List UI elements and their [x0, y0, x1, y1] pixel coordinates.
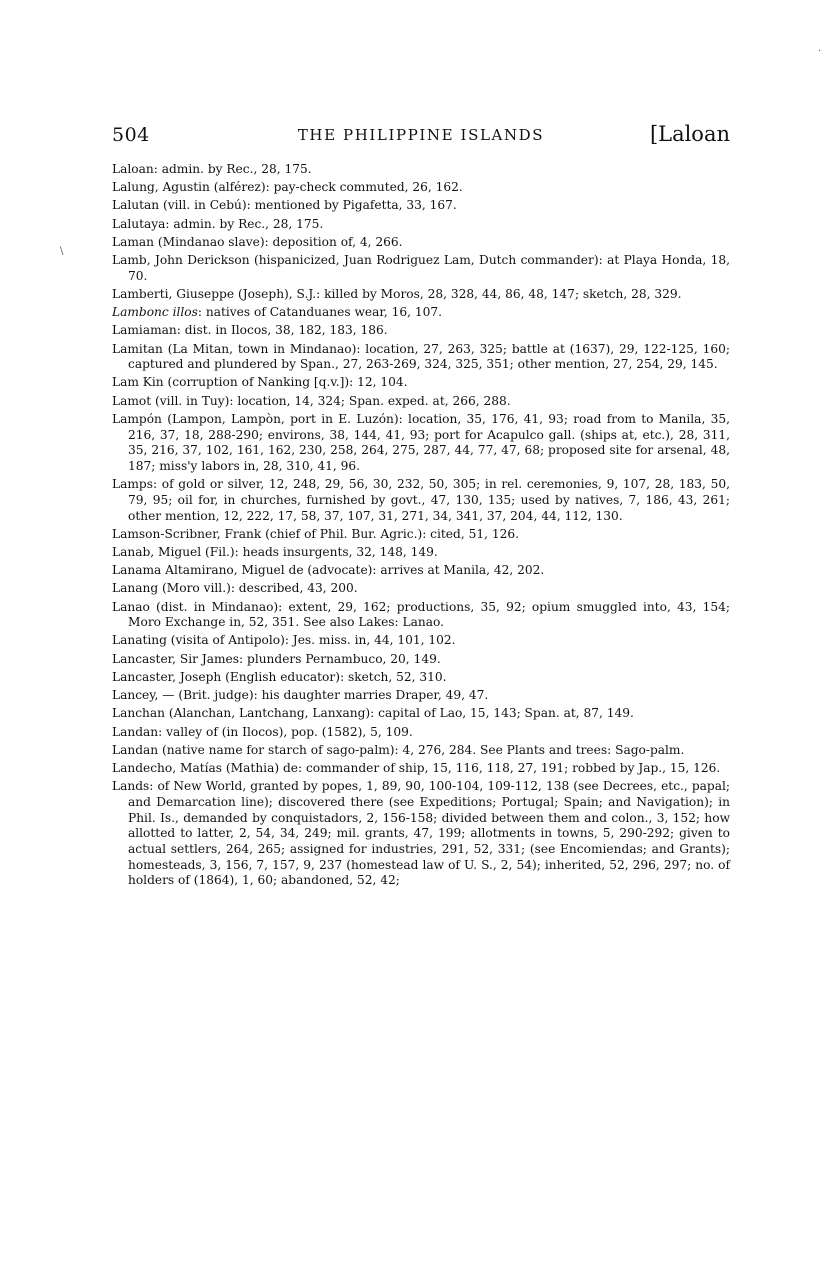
entry-headword: Lanama Altamirano, Miguel de	[112, 563, 304, 578]
entry-headword: Lambonc illos	[112, 305, 198, 320]
index-entry	[112, 652, 730, 668]
index-entry	[112, 545, 730, 561]
running-title: THE PHILIPPINE ISLANDS	[297, 126, 545, 144]
entry-text: (Joseph), S.J.: killed by Moros, 28, 328, 44, 86, 48, 147; sketch, 28, 329.	[234, 286, 682, 301]
entry-text: (English educator): sketch, 52, 310.	[221, 669, 447, 684]
entry-text: (Moro vill.): described, 43, 200.	[158, 581, 358, 596]
entry-headword: Lanang	[112, 581, 159, 596]
entry-text: : natives of Catanduanes wear, 16, 107.	[197, 305, 442, 320]
entry-headword: Lanab, Miguel	[112, 544, 202, 559]
page-number: 504	[112, 124, 150, 146]
entry-text: (La Mitan, town in Mindanao): location, 27, 263, 325; battle at (1637), 29, 122-125, 160; captured and plundered by Span., 27, 263-269, 324, 325, 351; other mention, 27, 254, 29, 145.	[128, 341, 730, 372]
index-entry	[112, 670, 730, 686]
entry-text: (vill. in Cebú): mentioned by Pigafetta, 33, 167.	[159, 198, 457, 213]
index-entry	[112, 253, 730, 284]
entry-text: : dist. in Ilocos, 38, 182, 183, 186.	[176, 323, 388, 338]
margin-speck: \	[60, 246, 64, 257]
guide-word: [Laloan	[649, 122, 730, 146]
index-entry	[112, 217, 730, 233]
entry-text: (corruption of Nanking [q.v.]): 12, 104.	[163, 375, 408, 390]
index-entry	[112, 633, 730, 649]
margin-speck: ·	[818, 46, 822, 57]
entry-headword: Lanao	[112, 599, 150, 614]
page-header	[112, 122, 730, 152]
index-entry	[112, 706, 730, 722]
entry-headword: Landan	[112, 742, 159, 757]
entry-headword: Lancaster, Sir James	[112, 651, 240, 666]
index-entry	[112, 342, 730, 373]
entry-text: (Brit. judge): his daughter marries Draper, 49, 47.	[174, 688, 489, 703]
entry-text: : admin. by Rec., 28, 175.	[165, 216, 324, 231]
entry-text: (advocate): arrives at Manila, 42, 202.	[303, 563, 545, 578]
index-entry	[112, 600, 730, 631]
index-entry	[112, 688, 730, 704]
index-entry	[112, 563, 730, 579]
entry-text: : valley of (in Ilocos), pop. (1582), 5, 109.	[158, 724, 413, 739]
entry-text: (visita of Antipolo): Jes. miss. in, 44, 101, 102.	[166, 633, 456, 648]
index-entry	[112, 527, 730, 543]
entry-headword: Lamitan	[112, 341, 163, 356]
entry-headword: Lamot	[112, 393, 152, 408]
entry-headword: Lamb, John Derickson	[112, 253, 250, 268]
index-entry	[112, 375, 730, 391]
entry-text: (native name for starch of sago-palm): 4, 276, 284. See Plants and trees: Sago-palm.	[158, 742, 685, 757]
index-entry	[112, 305, 730, 321]
entry-headword: Lam Kin	[112, 375, 164, 390]
entry-headword: Lanchan	[112, 706, 165, 721]
index-entry	[112, 581, 730, 597]
index-entry	[112, 198, 730, 214]
entry-text: : of New World, granted by popes, 1, 89, 90, 100-104, 109-112, 138 (see Decrees, etc., papal; and Demarcation line); discovered there (see Expeditions; Portugal; Spain; and Navigation); in Phil. Is., demanded by conquistadors, 2, 156-158; divided between them and colon., 3, 152; how allotted to latter, 2, 54, 34, 249; mil. grants, 47, 199; allotments in towns, 5, 290-292; given to actual settlers, 264, 265; assigned for industries, 291, 52, 331; (see Encomiendas; and Grants); homesteads, 3, 156, 7, 157, 9, 237 (homestead law of U. S., 2, 54); inherited, 52, 296, 297; no. of holders of (1864), 1, 60; abandoned, 52, 42;	[128, 779, 730, 888]
entry-headword: Landan	[112, 724, 159, 739]
entry-headword: Lalung, Agustin	[112, 180, 210, 195]
index-entry	[112, 477, 730, 524]
entry-headword: Laman	[112, 234, 155, 249]
entry-text: (chief of Phil. Bur. Agric.): cited, 51, 126.	[261, 526, 519, 541]
entry-headword: Laloan	[112, 162, 154, 176]
entry-headword: Lanating	[112, 633, 167, 648]
index-entry	[112, 287, 730, 303]
index-entries	[112, 162, 730, 892]
entry-text: (hispanicized, Juan Rodriguez Lam, Dutch commander): at Playa Honda, 18, 70.	[128, 253, 730, 283]
entry-text: (Mindanao slave): deposition of, 4, 266.	[154, 234, 403, 249]
entry-text: (dist. in Mindanao): extent, 29, 162; productions, 35, 92; opium smuggled into, 43, 154; Moro Exchange in, 52, 351. See also Lakes: Lanao.	[128, 599, 730, 630]
index-entry	[112, 743, 730, 759]
entry-headword: Landecho, Matías	[112, 760, 223, 775]
entry-text: (Mathia) de: commander of ship, 15, 116, 118, 27, 191; robbed by Jap., 15, 126.	[222, 760, 721, 775]
entry-text: (alférez): pay-check commuted, 26, 162.	[209, 180, 463, 195]
index-entry	[112, 235, 730, 251]
entry-headword: Lamson-Scribner, Frank	[112, 526, 262, 541]
index-entry	[112, 394, 730, 410]
entry-headword: Lamps	[112, 477, 153, 492]
entry-headword: Lalutan	[112, 198, 160, 213]
entry-headword: Lampón	[112, 411, 162, 426]
index-entry	[112, 162, 730, 178]
entry-text: (Alanchan, Lantchang, Lanxang): capital of Lao, 15, 143; Span. at, 87, 149.	[165, 706, 634, 721]
index-entry	[112, 323, 730, 339]
entry-headword: Lamiaman	[112, 323, 177, 338]
index-entry	[112, 412, 730, 475]
entry-headword: Lalutaya	[112, 216, 166, 231]
entry-headword: Lancaster, Joseph	[112, 669, 222, 684]
index-entry	[112, 725, 730, 741]
entry-text: (Lampon, Lampòn, port in E. Luzón): location, 35, 176, 41, 93; road from to Manila, 35, 216, 37, 18, 288-290; environs, 38, 144, 41, 93; port for Acapulco gall. (ships at, etc.), 28, 311, 35, 216, 37, 102, 161, 162, 230, 258, 264, 275, 287, 44, 77, 47, 68; proposed site for arsenal, 48, 187; miss'y labors in, 28, 310, 41, 96.	[128, 411, 730, 473]
entry-text: : admin. by Rec., 28, 175.	[153, 162, 312, 176]
entry-text: : plunders Pernambuco, 20, 149.	[239, 651, 441, 666]
index-entry	[112, 180, 730, 196]
index-entry	[112, 761, 730, 777]
index-entry	[112, 779, 730, 889]
entry-text: (vill. in Tuy): location, 14, 324; Span. exped. at, 266, 288.	[151, 393, 511, 408]
entry-headword: Lancey, —	[112, 688, 175, 703]
entry-headword: Lamberti, Giuseppe	[112, 286, 235, 301]
entry-text: : of gold or silver, 12, 248, 29, 56, 30, 232, 50, 305; in rel. ceremonies, 9, 107, 28, 183, 50, 79, 95; oil for, in churches, furnished by govt., 47, 130, 135; used by natives, 7, 186, 43, 261; other mention, 12, 222, 17, 58, 37, 107, 31, 271, 34, 341, 37, 204, 44, 112, 130.	[128, 477, 730, 523]
entry-text: (Fil.): heads insurgents, 32, 148, 149.	[201, 544, 438, 559]
entry-headword: Lands	[112, 779, 150, 794]
